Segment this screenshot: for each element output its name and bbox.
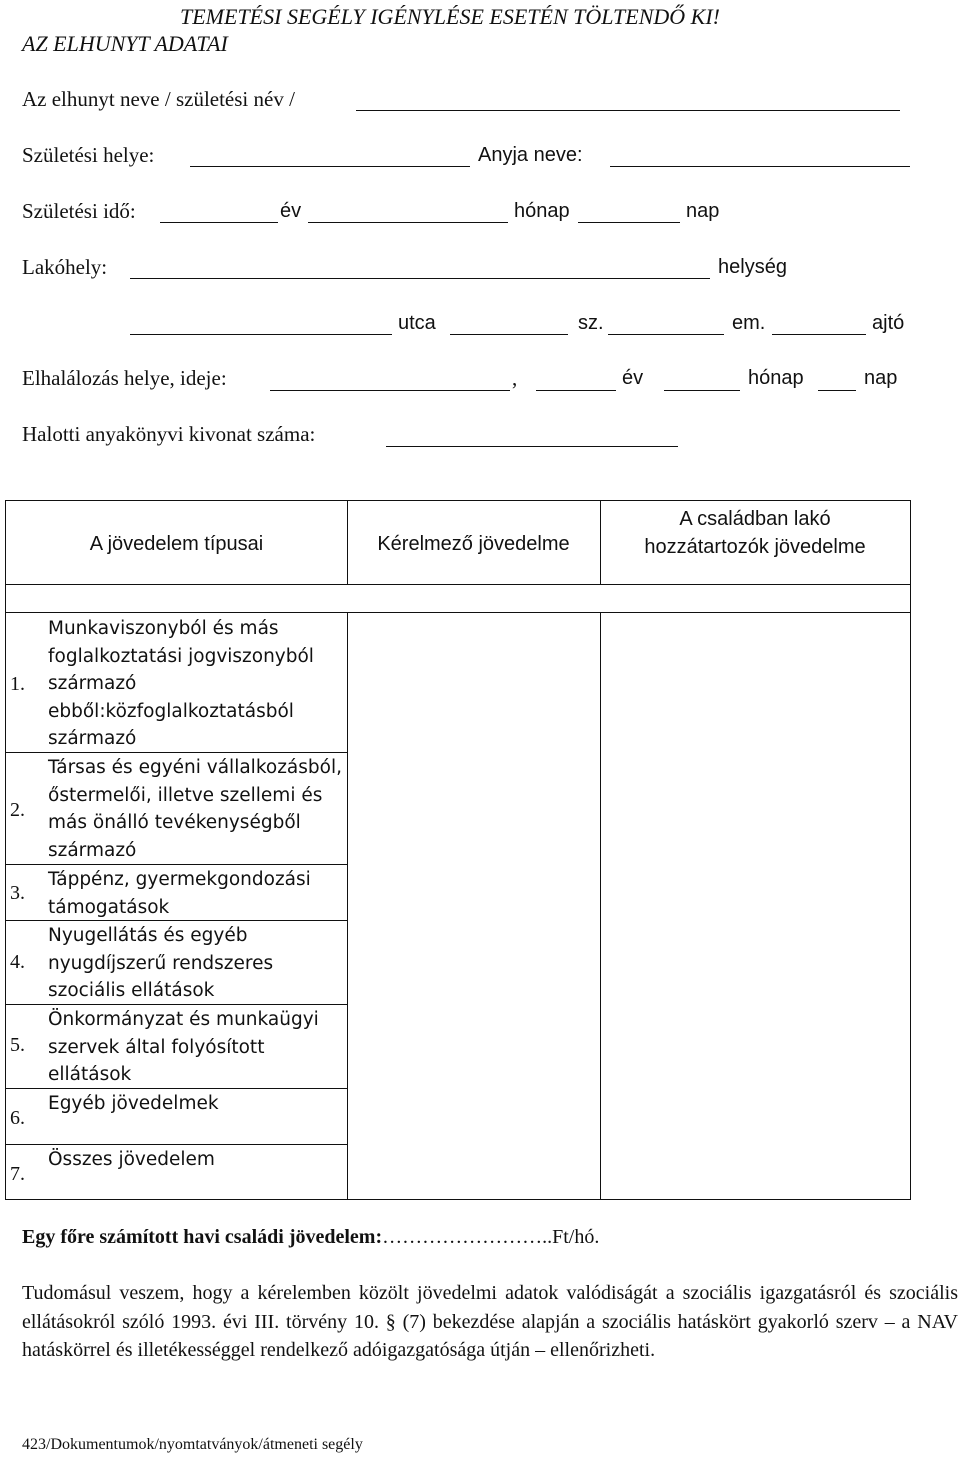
income-type-row: Egyéb jövedelmek — [48, 1093, 219, 1114]
income-type-row: Összes jövedelem — [48, 1149, 215, 1170]
door-field[interactable] — [772, 334, 866, 335]
table-divider — [600, 613, 601, 1200]
table-divider — [6, 864, 347, 865]
name-label: Az elhunyt neve / születési név / — [22, 87, 295, 111]
per-capita-income — [22, 1226, 599, 1249]
house-no-field[interactable] — [450, 334, 568, 335]
birth-place-label: Születési helye: — [22, 143, 155, 167]
family-income-header — [600, 505, 910, 561]
row-number: 1. — [10, 673, 25, 695]
death-comma: , — [512, 366, 518, 390]
birth-month-unit: hónap — [514, 200, 570, 222]
row-number: 7. — [10, 1163, 25, 1185]
per-capita-label: Egy főre számított havi családi jövedelem: — [22, 1226, 383, 1248]
footer-path: 423/Dokumentumok/nyomtatványok/átmeneti segély — [22, 1436, 363, 1453]
birth-month-field[interactable] — [308, 222, 508, 223]
income-type-row: Önkormányzat és munkaügyi szervek által folyósított ellátások — [48, 1009, 319, 1085]
residence-label: Lakóhely: — [22, 255, 108, 279]
street-unit: utca — [398, 312, 436, 334]
birth-place-field[interactable] — [190, 166, 470, 167]
section-title: AZ ELHUNYT ADATAI — [22, 31, 228, 56]
income-type-row: Társas és egyéni vállalkozásból, őstermelői, illetve szellemi és más önálló tevékenységből származó — [48, 757, 342, 861]
death-place-field[interactable] — [270, 390, 510, 391]
certificate-label: Halotti anyakönyvi kivonat száma: — [22, 422, 316, 446]
income-type-header: A jövedelem típusai — [89, 533, 264, 555]
income-type-row: Táppénz, gyermekgondozási támogatások — [48, 869, 311, 918]
income-type-row: Munkaviszonyból és más foglalkoztatási jogviszonyból származó ebből:közfoglalkoztatásból származó — [48, 618, 314, 749]
house-no-unit: sz. — [578, 312, 604, 334]
name-field[interactable] — [356, 110, 900, 111]
family-income-header-line1: A családban lakó — [679, 508, 831, 530]
death-day-unit: nap — [864, 367, 898, 389]
death-day-field[interactable] — [818, 390, 856, 391]
income-type-row: Nyugellátás és egyéb nyugdíjszerű rendszeres szociális ellátások — [48, 925, 274, 1001]
settlement-field[interactable] — [130, 278, 710, 279]
row-number: 5. — [10, 1034, 25, 1056]
door-unit: ajtó — [872, 312, 905, 334]
row-number: 6. — [10, 1107, 25, 1129]
per-capita-dots[interactable]: …………………….. — [382, 1226, 553, 1248]
table-divider — [6, 584, 910, 585]
death-month-field[interactable] — [664, 390, 740, 391]
row-number: 3. — [10, 882, 25, 904]
death-year-field[interactable] — [536, 390, 616, 391]
floor-unit: em. — [732, 312, 766, 334]
settlement-unit: helység — [718, 256, 787, 278]
table-divider — [6, 612, 910, 613]
birth-date-label: Születési idő: — [22, 199, 136, 223]
birth-year-field[interactable] — [160, 222, 278, 223]
applicant-income-header: Kérelmező jövedelme — [377, 533, 570, 555]
certificate-field[interactable] — [386, 446, 678, 447]
declaration-text: Tudomásul veszem, hogy a kérelemben közölt jövedelmi adatok valódiságát a szociális igazgatásról és szociális ellátásokról szóló 1993. évi III. törvény 10. § (7) bekezdése alapján a szociális hatáskört gyakorló szerv – a NAV hatáskörrel és illetékességgel rendelkező adóigazgatósága útján – ellenőrizheti. — [22, 1282, 958, 1361]
income-table — [5, 500, 911, 1200]
death-year-unit: év — [622, 367, 644, 389]
floor-field[interactable] — [608, 334, 724, 335]
family-income-header-line2: hozzátartozók jövedelme — [644, 536, 866, 558]
row-number: 4. — [10, 951, 25, 973]
form-title: TEMETÉSI SEGÉLY IGÉNYLÉSE ESETÉN TÖLTENDŐ KI! — [180, 4, 720, 29]
per-capita-unit: Ft/hó. — [552, 1226, 600, 1248]
birth-year-unit: év — [280, 200, 302, 222]
table-divider — [6, 1144, 347, 1145]
death-label: Elhalálozás helye, ideje: — [22, 366, 227, 390]
birth-day-field[interactable] — [578, 222, 680, 223]
mother-name-field[interactable] — [610, 166, 910, 167]
death-month-unit: hónap — [748, 367, 804, 389]
mother-name-label: Anyja neve: — [478, 144, 583, 166]
birth-day-unit: nap — [686, 200, 720, 222]
row-number: 2. — [10, 799, 25, 821]
street-field[interactable] — [130, 334, 392, 335]
